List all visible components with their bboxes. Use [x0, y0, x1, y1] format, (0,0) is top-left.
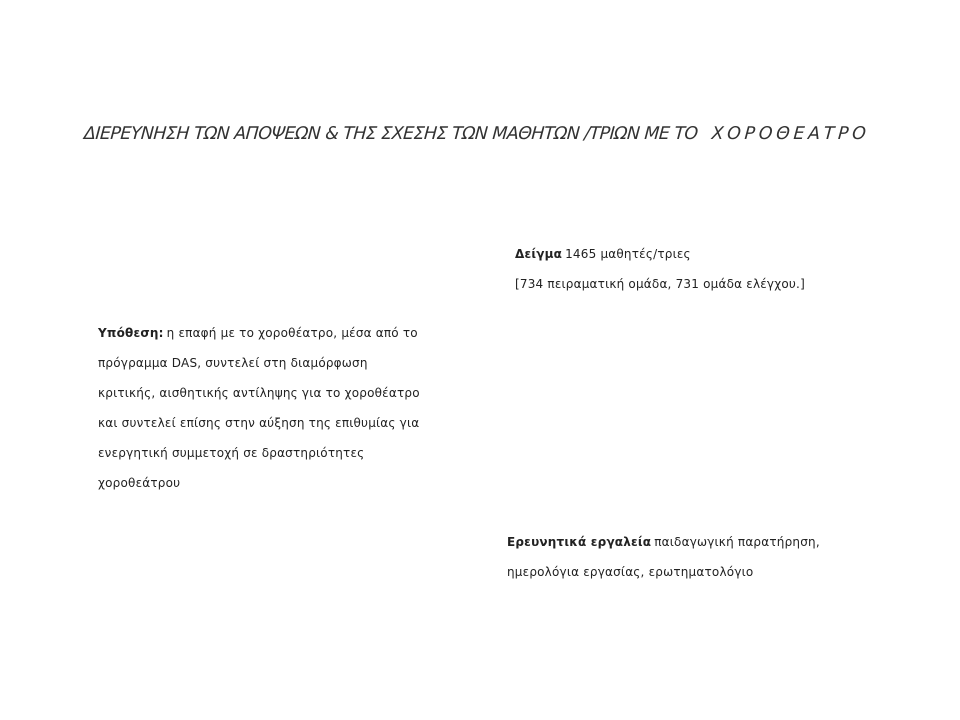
hypothesis-line-1 [98, 318, 420, 348]
hypothesis-line-4: και συντελεί επίσης στην αύξηση της επιθυμίας για [98, 416, 420, 430]
tools-line-2: ημερολόγια εργασίας, ερωτηματολόγιο [507, 565, 754, 579]
sample-label: Δείγμα [515, 247, 563, 261]
hypothesis-block [98, 318, 420, 498]
hypothesis-text-1: η επαφή με το χοροθέατρο, μέσα από το [166, 326, 418, 340]
tools-block [507, 527, 820, 587]
hypothesis-line-5: ενεργητική συμμετοχή σε δραστηριότητες [98, 446, 365, 460]
sample-block [515, 239, 805, 299]
sample-text-1: 1465 μαθητές/τριες [565, 247, 691, 261]
sample-line-2: [734 πειραματική ομάδα, 731 ομάδα ελέγχου.] [515, 277, 805, 291]
tools-text-1: παιδαγωγική παρατήρηση, [654, 535, 820, 549]
page-title [83, 124, 904, 144]
title-main: ΔΙΕΡΕΥΝΗΣΗ ΤΩΝ ΑΠΟΨΕΩΝ & ΤΗΣ ΣΧΕΣΗΣ ΤΩΝ ΜΑΘΗΤΩΝ /ΤΡΙΩΝ ΜΕ ΤΟ [83, 124, 699, 144]
title-stretched: ΧΟΡΟΘΕΑΤΡΟ [710, 124, 871, 144]
tools-label: Ερευνητικά εργαλεία [507, 535, 652, 549]
hypothesis-line-6: χοροθεάτρου [98, 476, 181, 490]
tools-line-1 [507, 527, 820, 557]
hypothesis-line-2: πρόγραμμα DAS, συντελεί στη διαμόρφωση [98, 356, 368, 370]
hypothesis-line-3: κριτικής, αισθητικής αντίληψης για το χοροθέατρο [98, 386, 420, 400]
hypothesis-label: Υπόθεση: [98, 326, 164, 340]
sample-line-1 [515, 239, 805, 269]
